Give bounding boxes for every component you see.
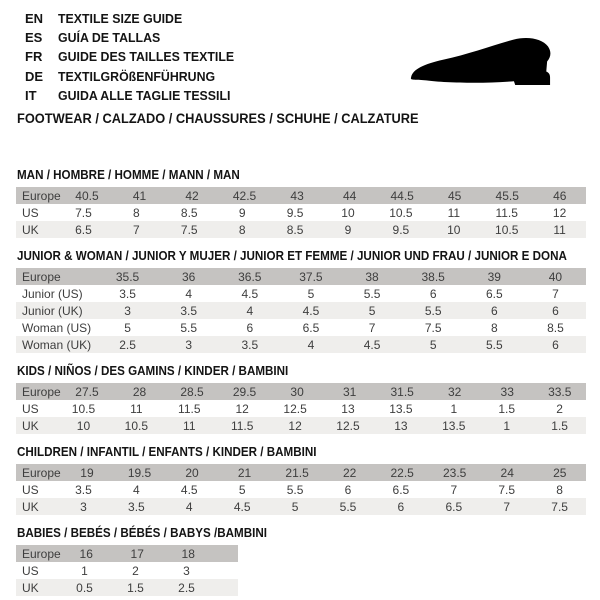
size-cell: 10 xyxy=(447,222,461,237)
table-row xyxy=(16,579,238,596)
table-row xyxy=(16,417,586,434)
size-cell: 3 xyxy=(124,303,131,318)
size-cell: 40 xyxy=(548,269,563,284)
size-cell: 13 xyxy=(394,418,408,433)
size-cell: 10.5 xyxy=(389,205,413,220)
size-cell: 35.5 xyxy=(115,269,140,284)
size-cell: 21.5 xyxy=(285,465,309,480)
size-cell: 19 xyxy=(80,465,94,480)
size-cell: 6 xyxy=(246,320,254,335)
size-cell: 9 xyxy=(344,222,352,237)
size-cell: 33 xyxy=(500,384,514,399)
table-row xyxy=(16,336,586,353)
size-cell: 2 xyxy=(556,401,563,416)
size-cell: 11 xyxy=(447,205,461,220)
size-cell: 2.5 xyxy=(178,580,195,595)
size-cell: 7.5 xyxy=(75,205,92,220)
language-code: EN xyxy=(25,11,44,26)
size-cell: 5 xyxy=(429,337,437,352)
size-cell: 25 xyxy=(553,465,567,480)
size-cell: 5 xyxy=(124,320,131,335)
size-cell: 21 xyxy=(237,465,252,480)
size-cell: 3 xyxy=(183,563,190,578)
row-label-cell: US xyxy=(22,482,39,497)
size-cell: 7.5 xyxy=(424,320,442,335)
language-row xyxy=(25,86,243,105)
section-title: CHILDREN / INFANTIL / ENFANTS / KINDER / BAMBINI xyxy=(17,445,317,459)
size-cell: 8 xyxy=(490,320,498,335)
size-cell: 7.5 xyxy=(498,482,516,497)
size-cell: 19.5 xyxy=(127,465,152,480)
size-cell: 2.5 xyxy=(119,337,136,352)
size-section xyxy=(16,249,586,353)
size-cell: 13 xyxy=(341,401,355,416)
size-cell: 5.5 xyxy=(286,482,304,497)
size-cell: 4 xyxy=(246,303,254,318)
size-cell: 10.5 xyxy=(124,418,149,433)
size-cell: 11 xyxy=(183,418,196,433)
table-row xyxy=(16,187,586,204)
size-cell: 12.5 xyxy=(336,418,360,433)
size-section xyxy=(16,445,586,515)
size-cell: 1 xyxy=(503,418,511,433)
size-cell: 8.5 xyxy=(180,205,198,220)
size-cell: 7 xyxy=(450,482,458,497)
size-table xyxy=(16,545,238,596)
table-row xyxy=(16,221,586,238)
size-cell: 4.5 xyxy=(363,337,381,352)
size-cell: 7.5 xyxy=(180,222,198,237)
language-code: ES xyxy=(25,30,43,46)
size-cell: 1.5 xyxy=(551,418,568,433)
size-cell: 1 xyxy=(450,401,458,416)
size-cell: 41 xyxy=(132,188,147,203)
shoe-icon xyxy=(394,22,586,106)
size-cell: 4 xyxy=(307,337,315,352)
size-cell: 23.5 xyxy=(443,465,467,480)
size-cell: 13.5 xyxy=(389,401,413,416)
size-table xyxy=(16,464,586,515)
size-cell: 6.5 xyxy=(485,286,503,301)
size-cell: 9.5 xyxy=(392,222,410,237)
size-cell: 5.5 xyxy=(363,286,381,301)
language-label: GUIDA ALLE TAGLIE TESSILI xyxy=(58,87,231,103)
size-cell: 1.5 xyxy=(498,401,516,416)
size-cell: 38.5 xyxy=(421,269,445,284)
size-cell: 28 xyxy=(132,384,147,399)
size-table xyxy=(16,268,586,353)
size-cell: 18 xyxy=(181,546,195,561)
language-label: GUÍA DE TALLAS xyxy=(58,30,161,46)
size-cell: 6.5 xyxy=(392,482,410,497)
size-cell: 37.5 xyxy=(299,269,323,284)
table-row xyxy=(16,285,586,302)
table-row xyxy=(16,383,586,400)
row-label-cell: Woman (US) xyxy=(22,320,92,335)
size-cell: 24 xyxy=(500,465,514,480)
size-cell: 5 xyxy=(238,482,246,497)
size-cell: 16 xyxy=(79,546,93,561)
size-cell: 45 xyxy=(448,188,462,203)
size-sections xyxy=(16,168,586,596)
size-cell: 46 xyxy=(553,188,567,203)
size-cell: 6 xyxy=(397,499,405,514)
size-cell: 6.5 xyxy=(75,222,92,237)
size-cell: 31.5 xyxy=(390,384,414,399)
table-row xyxy=(16,545,238,562)
language-label: TEXTILE SIZE GUIDE xyxy=(58,11,183,26)
size-cell: 7 xyxy=(552,286,559,301)
row-label-cell: Europe xyxy=(22,384,61,399)
language-code: IT xyxy=(25,87,37,103)
row-label-cell: Europe xyxy=(22,546,61,561)
size-cell: 6.5 xyxy=(302,320,320,335)
size-cell: 8 xyxy=(133,205,140,220)
size-cell: 33.5 xyxy=(548,384,572,399)
size-cell: 27.5 xyxy=(75,384,99,399)
size-cell: 5.5 xyxy=(339,499,357,514)
size-cell: 3.5 xyxy=(119,286,136,301)
row-label-cell: Europe xyxy=(22,269,61,284)
size-cell: 10.5 xyxy=(71,401,96,416)
size-cell: 4.5 xyxy=(233,499,251,514)
row-label-cell: Junior (UK) xyxy=(22,303,83,318)
table-row xyxy=(16,400,586,417)
size-cell: 11.5 xyxy=(495,205,518,220)
section-title: KIDS / NIÑOS / DES GAMINS / KINDER / BAMBINI xyxy=(17,364,289,378)
size-cell: 5.5 xyxy=(180,320,198,335)
size-cell: 20 xyxy=(185,465,199,480)
row-label-cell: UK xyxy=(22,222,39,237)
size-cell: 11 xyxy=(553,222,566,237)
size-cell: 4 xyxy=(185,286,193,301)
size-cell: 12.5 xyxy=(283,401,307,416)
language-code: FR xyxy=(25,49,43,65)
size-cell: 13.5 xyxy=(442,418,466,433)
size-cell: 32 xyxy=(448,384,462,399)
size-cell: 6 xyxy=(552,303,559,318)
size-cell: 5 xyxy=(291,499,299,514)
table-row xyxy=(16,302,586,319)
size-cell: 9 xyxy=(238,205,246,220)
size-cell: 3.5 xyxy=(128,499,145,514)
size-cell: 5 xyxy=(307,286,315,301)
size-cell: 42 xyxy=(185,188,199,203)
size-cell: 22.5 xyxy=(390,465,414,480)
size-cell: 9.5 xyxy=(286,205,304,220)
size-cell: 36 xyxy=(182,269,196,284)
size-cell: 8.5 xyxy=(286,222,304,237)
size-cell: 44.5 xyxy=(390,188,414,203)
size-cell: 11 xyxy=(130,401,143,416)
table-row xyxy=(16,498,586,515)
size-cell: 31 xyxy=(342,384,357,399)
table-row xyxy=(16,204,586,221)
size-cell: 5.5 xyxy=(485,337,503,352)
table-row xyxy=(16,562,238,579)
language-label: TEXTILGRÖßENFÜHRUNG xyxy=(58,68,216,84)
size-cell: 5 xyxy=(368,303,376,318)
size-cell: 29.5 xyxy=(232,384,257,399)
size-cell: 2 xyxy=(132,563,139,578)
size-cell: 8 xyxy=(556,482,563,497)
size-cell: 7 xyxy=(368,320,376,335)
size-section xyxy=(16,364,586,434)
size-cell: 10 xyxy=(341,205,355,220)
size-cell: 1.5 xyxy=(127,580,144,595)
size-cell: 4.5 xyxy=(180,482,198,497)
table-row xyxy=(16,481,586,498)
table-row xyxy=(16,319,586,336)
size-cell: 3 xyxy=(80,499,87,514)
size-cell: 4 xyxy=(185,499,193,514)
size-cell: 5.5 xyxy=(424,303,442,318)
size-cell: 39 xyxy=(487,269,501,284)
table-row xyxy=(16,268,586,285)
row-label-cell: US xyxy=(22,563,39,578)
size-cell: 12 xyxy=(552,205,567,220)
row-label-cell: UK xyxy=(22,580,39,595)
size-cell: 12 xyxy=(288,418,302,433)
size-section xyxy=(16,168,586,238)
size-cell: 11.5 xyxy=(178,401,201,416)
row-label-cell: Europe xyxy=(22,188,61,203)
size-table xyxy=(16,383,586,434)
language-list xyxy=(25,9,243,105)
size-cell: 8 xyxy=(238,222,246,237)
size-cell: 1 xyxy=(81,563,88,578)
size-cell: 17 xyxy=(130,546,144,561)
language-row xyxy=(25,67,243,86)
row-label-cell: US xyxy=(22,205,39,220)
size-cell: 6 xyxy=(429,286,437,301)
size-cell: 4.5 xyxy=(241,286,259,301)
size-cell: 7.5 xyxy=(551,499,568,514)
row-label-cell: Junior (US) xyxy=(22,286,83,301)
section-title: MAN / HOMBRE / HOMME / MANN / MAN xyxy=(17,168,240,182)
size-cell: 3.5 xyxy=(75,482,92,497)
language-row xyxy=(25,9,243,28)
size-cell: 10.5 xyxy=(495,222,519,237)
size-cell: 6 xyxy=(552,337,559,352)
size-cell: 45.5 xyxy=(495,188,519,203)
category-title: FOOTWEAR / CALZADO / CHAUSSURES / SCHUHE / CALZATURE xyxy=(17,111,419,126)
section-title: BABIES / BEBÉS / BÉBÉS / BABYS /BAMBINI xyxy=(17,526,267,540)
size-cell: 40.5 xyxy=(75,188,99,203)
dress-shoe-silhouette-svg xyxy=(394,22,586,106)
size-cell: 3 xyxy=(185,337,193,352)
size-cell: 10 xyxy=(76,418,91,433)
size-cell: 6 xyxy=(490,303,498,318)
size-cell: 6.5 xyxy=(445,499,463,514)
size-cell: 22 xyxy=(342,465,357,480)
size-cell: 6 xyxy=(344,482,352,497)
language-row xyxy=(25,28,243,47)
table-row xyxy=(16,464,586,481)
size-cell: 3.5 xyxy=(241,337,259,352)
language-code: DE xyxy=(25,68,44,84)
size-section xyxy=(16,526,586,596)
size-cell: 4 xyxy=(133,482,140,497)
row-label-cell: Woman (UK) xyxy=(22,337,92,352)
row-label-cell: UK xyxy=(22,418,39,433)
size-cell: 0.5 xyxy=(76,580,93,595)
size-cell: 8.5 xyxy=(547,320,564,335)
row-label-cell: US xyxy=(22,401,39,416)
size-cell: 43 xyxy=(290,188,304,203)
size-table xyxy=(16,187,586,238)
row-label-cell: UK xyxy=(22,499,39,514)
size-cell: 7 xyxy=(503,499,511,514)
size-cell: 12 xyxy=(235,401,249,416)
size-cell: 7 xyxy=(133,222,140,237)
size-cell: 38 xyxy=(365,269,379,284)
size-cell: 3.5 xyxy=(180,303,198,318)
size-cell: 44 xyxy=(342,188,357,203)
size-cell: 42.5 xyxy=(232,188,257,203)
language-label: GUIDE DES TAILLES TEXTILE xyxy=(58,49,235,65)
size-cell: 28.5 xyxy=(180,384,204,399)
size-cell: 30 xyxy=(290,384,304,399)
size-cell: 36.5 xyxy=(238,269,262,284)
size-cell: 11.5 xyxy=(230,418,254,433)
language-row xyxy=(25,47,243,66)
size-cell: 4.5 xyxy=(302,303,320,318)
row-label-cell: Europe xyxy=(22,465,61,480)
section-title: JUNIOR & WOMAN / JUNIOR Y MUJER / JUNIOR ET FEMME / JUNIOR UND FRAU / JUNIOR E DONA xyxy=(17,249,567,263)
